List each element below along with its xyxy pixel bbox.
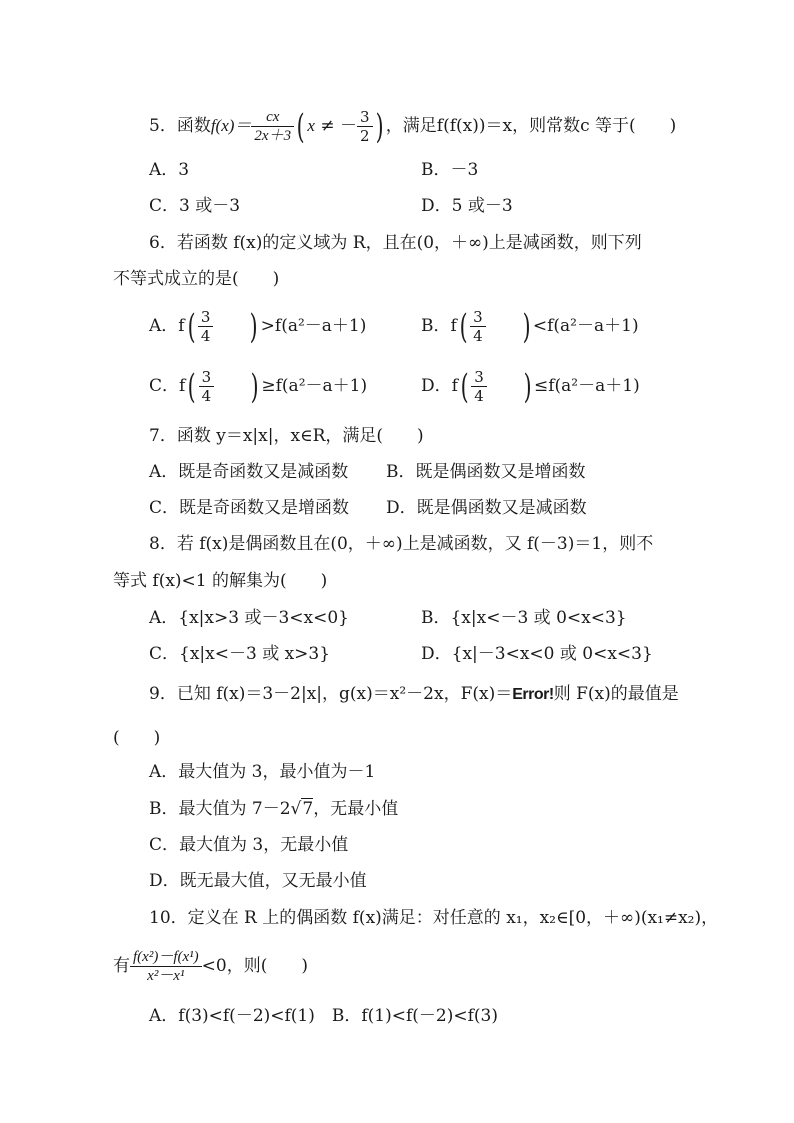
q9-b-radicand: 7 — [302, 799, 314, 819]
q7-option-a: A．既是奇函数又是减函数 — [149, 462, 349, 482]
q7-option-c: C．既是奇函数又是增函数 — [149, 498, 350, 518]
q6-a-prefix: A．f — [149, 316, 185, 336]
q5-open-paren: ( — [296, 106, 305, 147]
q6-b-fraction — [470, 308, 486, 345]
q6-option-d — [421, 368, 640, 405]
q5-fraction — [251, 108, 294, 145]
q6-option-c — [149, 368, 367, 405]
q5-condition-denominator: 2 — [357, 126, 373, 145]
q7-option-d: D．既是偶函数又是减函数 — [386, 498, 587, 518]
q10-tail: <0，则( ) — [201, 956, 308, 976]
q6-b-suffix: <f(a²－a＋1) — [532, 316, 639, 336]
q5-condition-ne: ≠ — [320, 116, 335, 136]
q6-stem-line1: 6．若函数 f(x)的定义域为 R，且在(0，＋∞)上是减函数，则下列 — [149, 233, 642, 253]
q7-option-b: B．既是偶函数又是增函数 — [386, 462, 586, 482]
q10-fraction-denominator: x²－x¹ — [130, 966, 202, 985]
q6-a-fraction — [198, 308, 214, 345]
q6-d-den: 4 — [471, 386, 487, 405]
q5-rest: ，满足f(f(x))＝x，则常数c 等于( ) — [385, 116, 677, 136]
q9-b-prefix: B．最大值为 7－2 — [149, 799, 291, 819]
q10-stem-line2 — [113, 948, 308, 985]
q10-fraction — [130, 948, 202, 985]
q6-b-num: 3 — [473, 308, 483, 326]
q5-option-d: D．5 或－3 — [421, 196, 513, 216]
q6-stem-line2: 不等式成立的是( ) — [113, 269, 280, 289]
q6-d-num: 3 — [474, 368, 484, 386]
q6-c-prefix: C．f — [149, 376, 186, 396]
q6-c-num: 3 — [201, 368, 212, 386]
q6-option-a — [149, 308, 366, 345]
q9-stem-line1 — [149, 683, 679, 706]
q6-d-suffix: ≤f(a²－a＋1) — [534, 376, 640, 396]
q6-b-close: ) — [522, 306, 531, 347]
q5-stem — [149, 108, 676, 145]
q6-a-suffix: >f(a²－a＋1) — [260, 316, 367, 336]
q9-b-suffix: ，无最小值 — [313, 799, 399, 819]
q10-options-ab: A．f(3)<f(－2)<f(1) B．f(1)<f(－2)<f(3) — [149, 1006, 498, 1026]
q9-stem-text: 9．已知 f(x)＝3－2|x|，g(x)＝x²－2x，F(x)＝ — [149, 684, 513, 704]
q5-option-a: A．3 — [149, 160, 190, 180]
q5-function: f(x)＝ — [210, 116, 252, 135]
q5-fraction-denominator: 2x＋3 — [251, 126, 294, 145]
q5-close-paren: ) — [375, 106, 384, 147]
q9-option-a: A．最大值为 3，最小值为－1 — [149, 762, 376, 782]
q5-number: 5．函数 — [149, 116, 211, 136]
q6-b-prefix: B．f — [421, 316, 457, 336]
q5-condition-minus: － — [339, 116, 357, 136]
q5-condition-numerator: 3 — [359, 108, 370, 126]
q8-option-d: D．{x|－3<x<0 或 0<x<3} — [421, 644, 653, 664]
q6-a-open: ( — [187, 306, 196, 347]
q8-stem-line2: 等式 f(x)<1 的解集为( ) — [113, 571, 328, 591]
q6-b-open: ( — [459, 306, 468, 347]
sqrt-icon: √ — [290, 799, 302, 819]
q9-stem-end: 则 F(x)的最值是 — [553, 684, 679, 704]
q6-a-den: 4 — [198, 326, 214, 345]
q6-c-den: 4 — [199, 386, 215, 405]
q6-option-b — [421, 308, 639, 345]
q10-fraction-numerator: f(x²)－f(x¹) — [133, 949, 199, 965]
q5-fraction-numerator: cx — [266, 109, 280, 125]
q5-condition-var: x — [307, 116, 315, 135]
q6-c-suffix: ≥f(a²－a＋1) — [261, 376, 368, 396]
q6-c-fraction — [199, 368, 215, 405]
q9-option-c: C．最大值为 3，无最小值 — [149, 835, 349, 855]
q6-a-close: ) — [250, 306, 259, 347]
q6-d-prefix: D．f — [421, 376, 458, 396]
q6-c-close: ) — [250, 366, 259, 407]
q6-a-num: 3 — [200, 308, 211, 326]
q8-option-a: A．{x|x>3 或－3<x<0} — [149, 608, 349, 628]
q5-option-c: C．3 或－3 — [149, 196, 241, 216]
q6-d-open: ( — [460, 366, 469, 407]
q6-c-open: ( — [187, 366, 196, 407]
q7-stem: 7．函数 y＝x|x|，x∈R，满足( ) — [149, 426, 424, 446]
q9-option-b — [149, 798, 398, 820]
q10-lead: 有 — [113, 956, 130, 976]
q10-stem-line1: 10．定义在 R 上的偶函数 f(x)满足：对任意的 x₁，x₂∈[0，＋∞)(x₁≠x₂)， — [149, 908, 719, 928]
q8-option-b: B．{x|x<－3 或 0<x<3} — [421, 608, 627, 628]
q6-d-fraction — [471, 368, 487, 405]
q9-option-d: D．既无最大值，又无最小值 — [149, 871, 367, 891]
q6-d-close: ) — [523, 366, 532, 407]
q9-error-marker: Error! — [512, 686, 554, 703]
q6-b-den: 4 — [470, 326, 486, 345]
q5-option-b: B．－3 — [421, 160, 479, 180]
q8-option-c: C．{x|x<－3 或 x>3} — [149, 644, 331, 664]
q8-stem-line1: 8．若 f(x)是偶函数且在(0，＋∞)上是减函数，又 f(－3)＝1，则不 — [149, 534, 654, 554]
q9-stem-line2: ( ) — [113, 728, 161, 748]
q5-condition-fraction — [357, 108, 373, 145]
